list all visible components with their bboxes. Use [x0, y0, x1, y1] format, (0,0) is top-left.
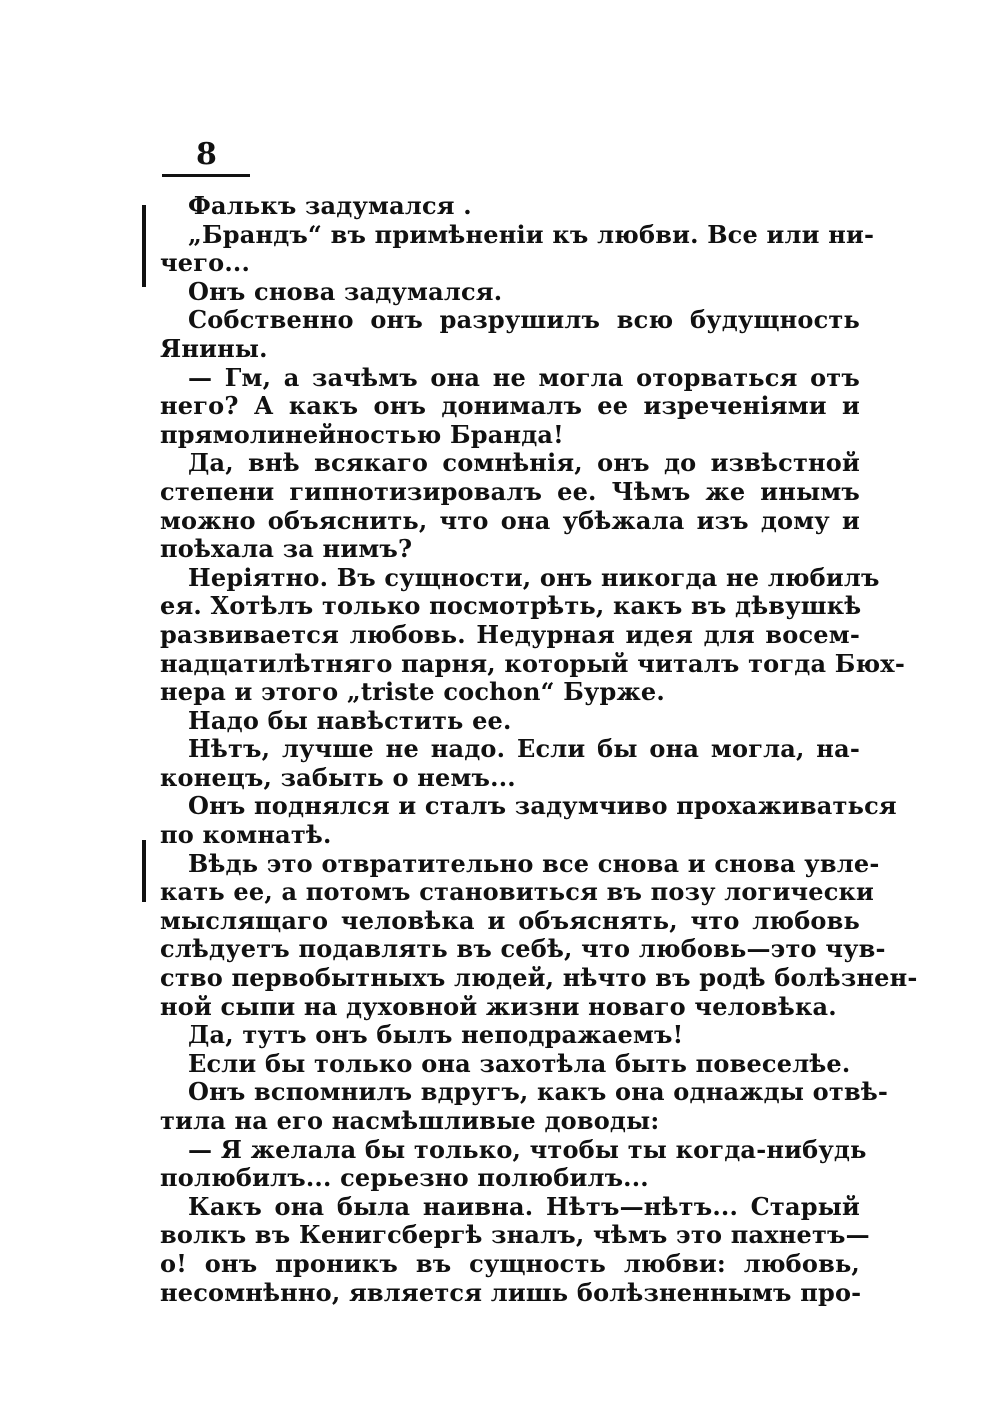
text-line: Нѣтъ, лучше не надо. Если бы она могла, на-: [188, 734, 860, 764]
text-line: Да, тутъ онъ былъ неподражаемъ!: [188, 1020, 684, 1050]
margin-mark: [142, 205, 146, 287]
header-rule: [162, 174, 250, 177]
text-line: Надо бы навѣстить ее.: [188, 705, 512, 735]
text-line: Неріятно. Въ сущности, онъ никогда не любилъ: [188, 562, 880, 592]
text-line: поѣхала за нимъ?: [160, 534, 413, 564]
text-line: слѣдуетъ подавлять въ себѣ, что любовь—это чув-: [160, 934, 886, 964]
text-line: мыслящаго человѣка и объяснять, что любовь: [160, 905, 860, 935]
text-line: нера и этого „triste cochon“ Бурже.: [160, 677, 665, 707]
margin-mark: [142, 840, 146, 902]
text-line: по комнатѣ.: [160, 820, 332, 850]
text-line: надцатилѣтняго парня, который читалъ тогда Бюх-: [160, 648, 905, 678]
text-line: чего...: [160, 248, 251, 278]
text-line: несомнѣнно, является лишь болѣзненнымъ про-: [160, 1277, 862, 1307]
text-line: полюбилъ... серьезно полюбилъ...: [160, 1163, 649, 1193]
text-line: — Я желала бы только, чтобы ты когда-нибудь: [188, 1134, 867, 1164]
text-line: ство первобытныхъ людей, нѣчто въ родѣ болѣзнен-: [160, 963, 918, 993]
text-line: Да, внѣ всякаго сомнѣнія, онъ до извѣстной: [188, 448, 860, 478]
text-line: Какъ она была наивна. Нѣтъ—нѣтъ... Старый: [188, 1191, 860, 1221]
text-line: степени гипнотизировалъ ее. Чѣмъ же инымъ: [160, 476, 860, 506]
text-line: кать ее, а потомъ становиться въ позу логически: [160, 877, 875, 907]
body-text: [160, 191, 918, 1307]
text-line: тила на его насмѣшливые доводы:: [160, 1106, 660, 1135]
text-line: ной сыпи на духовной жизни новаго человѣка.: [160, 991, 837, 1021]
text-line: можно объяснить, что она убѣжала изъ дому и: [160, 505, 860, 535]
text-line: Онъ поднялся и сталъ задумчиво прохаживаться: [188, 791, 897, 821]
text-line: Онъ снова задумался.: [188, 276, 503, 306]
text-line: ея. Хотѣлъ только посмотрѣть, какъ въ дѣвушкѣ: [160, 591, 862, 621]
text-line: Вѣдь это отвратительно все снова и снова увле-: [188, 848, 880, 878]
text-line: Фалькъ задумался .: [188, 191, 472, 220]
text-line: него? А какъ онъ донималъ ее изреченіями и: [160, 391, 860, 421]
text-line: Онъ вспомнилъ вдругъ, какъ она однажды отвѣ-: [188, 1077, 889, 1107]
text-line: — Гм, а зачѣмъ она не могла оторваться отъ: [188, 362, 860, 392]
text-line: развивается любовь. Недурная идея для восем-: [160, 619, 860, 649]
text-line: Если бы только она захотѣла быть повеселѣе.: [188, 1048, 851, 1078]
page-number: 8: [196, 137, 217, 172]
text-line: „Брандъ“ въ примѣненіи къ любви. Все или ни-: [188, 219, 875, 249]
text-line: конецъ, забыть о немъ...: [160, 762, 516, 792]
text-line: о! онъ проникъ въ сущность любви: любовь,: [160, 1248, 860, 1278]
text-line: волкъ въ Кенигсбергѣ зналъ, чѣмъ это пахнетъ—: [160, 1220, 870, 1250]
text-line: Янины.: [160, 333, 268, 363]
text-line: Собственно онъ разрушилъ всю будущность: [188, 305, 860, 335]
text-line: прямолинейностью Бранда!: [160, 419, 564, 449]
